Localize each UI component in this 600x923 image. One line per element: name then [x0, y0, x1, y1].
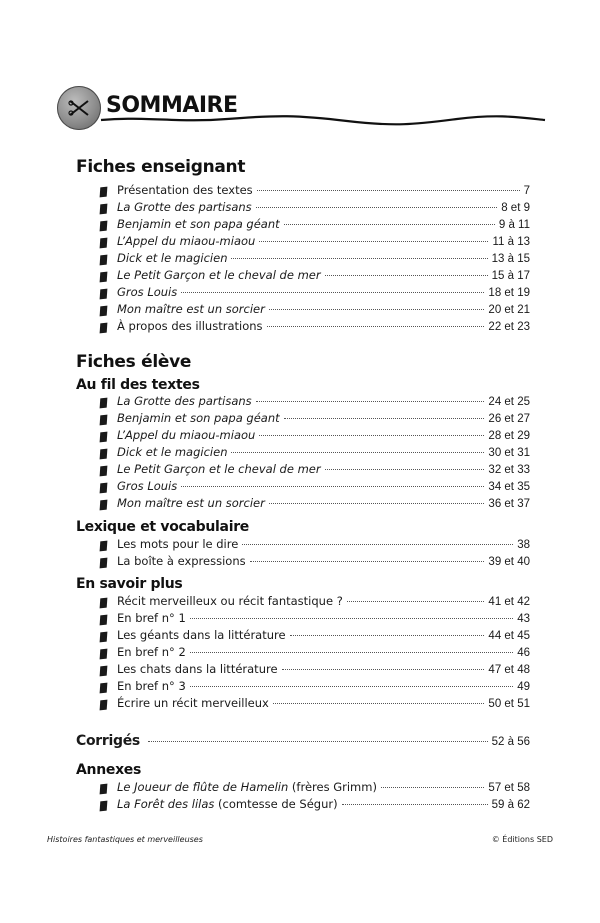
bullet-icon	[100, 682, 108, 693]
dot-leader	[181, 486, 484, 487]
dot-leader	[231, 258, 487, 259]
toc-item[interactable]: La boîte à expressions 39 et 40	[100, 554, 530, 571]
toc-item[interactable]: Présentation des textes 7	[100, 183, 530, 200]
dot-leader	[257, 190, 520, 191]
toc-item[interactable]: Benjamin et son papa géant 26 et 27	[100, 411, 530, 428]
bullet-icon	[100, 783, 108, 794]
dot-leader	[269, 309, 485, 310]
footer-book-title: Histoires fantastiques et merveilleuses	[47, 835, 203, 844]
bullet-icon	[100, 397, 108, 408]
subsection-title-au-fil: Au fil des textes	[76, 377, 200, 393]
dot-leader	[290, 635, 485, 636]
bullet-icon	[100, 203, 108, 214]
toc-item[interactable]: Les chats dans la littérature 47 et 48	[100, 662, 530, 679]
toc-en-savoir-plus	[100, 594, 530, 713]
bullet-icon	[100, 614, 108, 625]
bullet-icon	[100, 540, 108, 551]
toc-item[interactable]: La Grotte des partisans 24 et 25	[100, 394, 530, 411]
toc-item[interactable]: Mon maître est un sorcier 20 et 21	[100, 302, 530, 319]
subsection-title-lexique: Lexique et vocabulaire	[76, 519, 249, 535]
toc-lexique	[100, 537, 530, 571]
dot-leader	[273, 703, 485, 704]
toc-item[interactable]: Dick et le magicien 30 et 31	[100, 445, 530, 462]
dot-leader	[181, 292, 484, 293]
bullet-icon	[100, 288, 108, 299]
bullet-icon	[100, 414, 108, 425]
dot-leader	[347, 601, 485, 602]
bullet-icon	[100, 271, 108, 282]
dot-leader	[282, 669, 485, 670]
toc-item[interactable]: La Grotte des partisans 8 et 9	[100, 200, 530, 217]
toc-au-fil-des-textes	[100, 394, 530, 513]
bullet-icon	[100, 699, 108, 710]
toc-item[interactable]: Benjamin et son papa géant 9 à 11	[100, 217, 530, 234]
dot-leader	[242, 544, 513, 545]
bullet-icon	[100, 237, 108, 248]
bullet-icon	[100, 499, 108, 510]
toc-item[interactable]: Mon maître est un sorcier 36 et 37	[100, 496, 530, 513]
dot-leader	[190, 686, 513, 687]
dot-leader	[267, 326, 485, 327]
toc-item[interactable]: En bref n° 1 43	[100, 611, 530, 628]
toc-fiches-enseignant	[100, 183, 530, 336]
section-title-annexes: Annexes	[76, 762, 142, 778]
header-underline	[57, 114, 547, 126]
bullet-icon	[100, 220, 108, 231]
bullet-icon	[100, 254, 108, 265]
dot-leader	[381, 787, 484, 788]
toc-item[interactable]: Gros Louis 34 et 35	[100, 479, 530, 496]
toc-item[interactable]: En bref n° 2 46	[100, 645, 530, 662]
toc-item-corriges[interactable]: Corrigés 52 à 56	[76, 733, 530, 749]
dot-leader	[325, 469, 485, 470]
bullet-icon	[100, 465, 108, 476]
dot-leader	[256, 207, 498, 208]
dot-leader	[250, 561, 485, 562]
toc-item[interactable]: Les géants dans la littérature 44 et 45	[100, 628, 530, 645]
section-title-fiches-eleve: Fiches élève	[76, 352, 192, 372]
dot-leader	[190, 618, 513, 619]
toc-item[interactable]: Dick et le magicien 13 à 15	[100, 251, 530, 268]
bullet-icon	[100, 431, 108, 442]
toc-item[interactable]: Écrire un récit merveilleux 50 et 51	[100, 696, 530, 713]
toc-item[interactable]: La Forêt des lilas (comtesse de Ségur) 59 à 62	[100, 797, 530, 814]
toc-item[interactable]: À propos des illustrations 22 et 23	[100, 319, 530, 336]
bullet-icon	[100, 597, 108, 608]
bullet-icon	[100, 305, 108, 316]
toc-annexes	[100, 780, 530, 814]
dot-leader	[284, 418, 485, 419]
page-title: SOMMAIRE	[106, 93, 238, 118]
dot-leader	[284, 224, 495, 225]
dot-leader	[259, 435, 484, 436]
dot-leader	[148, 741, 488, 742]
bullet-icon	[100, 186, 108, 197]
dot-leader	[325, 275, 488, 276]
bullet-icon	[100, 557, 108, 568]
toc-item[interactable]: En bref n° 3 49	[100, 679, 530, 696]
bullet-icon	[100, 448, 108, 459]
bullet-icon	[100, 482, 108, 493]
toc-item[interactable]: Récit merveilleux ou récit fantastique ? 41 et 42	[100, 594, 530, 611]
bullet-icon	[100, 631, 108, 642]
toc-item[interactable]: Le Petit Garçon et le cheval de mer 15 à 17	[100, 268, 530, 285]
dot-leader	[190, 652, 513, 653]
page-header	[57, 86, 547, 138]
bullet-icon	[100, 665, 108, 676]
toc-item[interactable]: Le Joueur de flûte de Hamelin (frères Grimm) 57 et 58	[100, 780, 530, 797]
dot-leader	[259, 241, 488, 242]
dot-leader	[269, 503, 485, 504]
section-title-corriges: Corrigés	[76, 733, 140, 749]
bullet-icon	[100, 648, 108, 659]
dot-leader	[231, 452, 484, 453]
bullet-icon	[100, 800, 108, 811]
toc-item[interactable]: Gros Louis 18 et 19	[100, 285, 530, 302]
bullet-icon	[100, 322, 108, 333]
toc-item[interactable]: Le Petit Garçon et le cheval de mer 32 et 33	[100, 462, 530, 479]
toc-item[interactable]: L’Appel du miaou-miaou 28 et 29	[100, 428, 530, 445]
toc-item[interactable]: Les mots pour le dire 38	[100, 537, 530, 554]
toc-item[interactable]: L’Appel du miaou-miaou 11 à 13	[100, 234, 530, 251]
footer-publisher: © Éditions SED	[491, 835, 553, 844]
subsection-title-en-savoir-plus: En savoir plus	[76, 576, 183, 592]
dot-leader	[256, 401, 485, 402]
section-title-fiches-enseignant: Fiches enseignant	[76, 157, 246, 177]
dot-leader	[342, 804, 488, 805]
